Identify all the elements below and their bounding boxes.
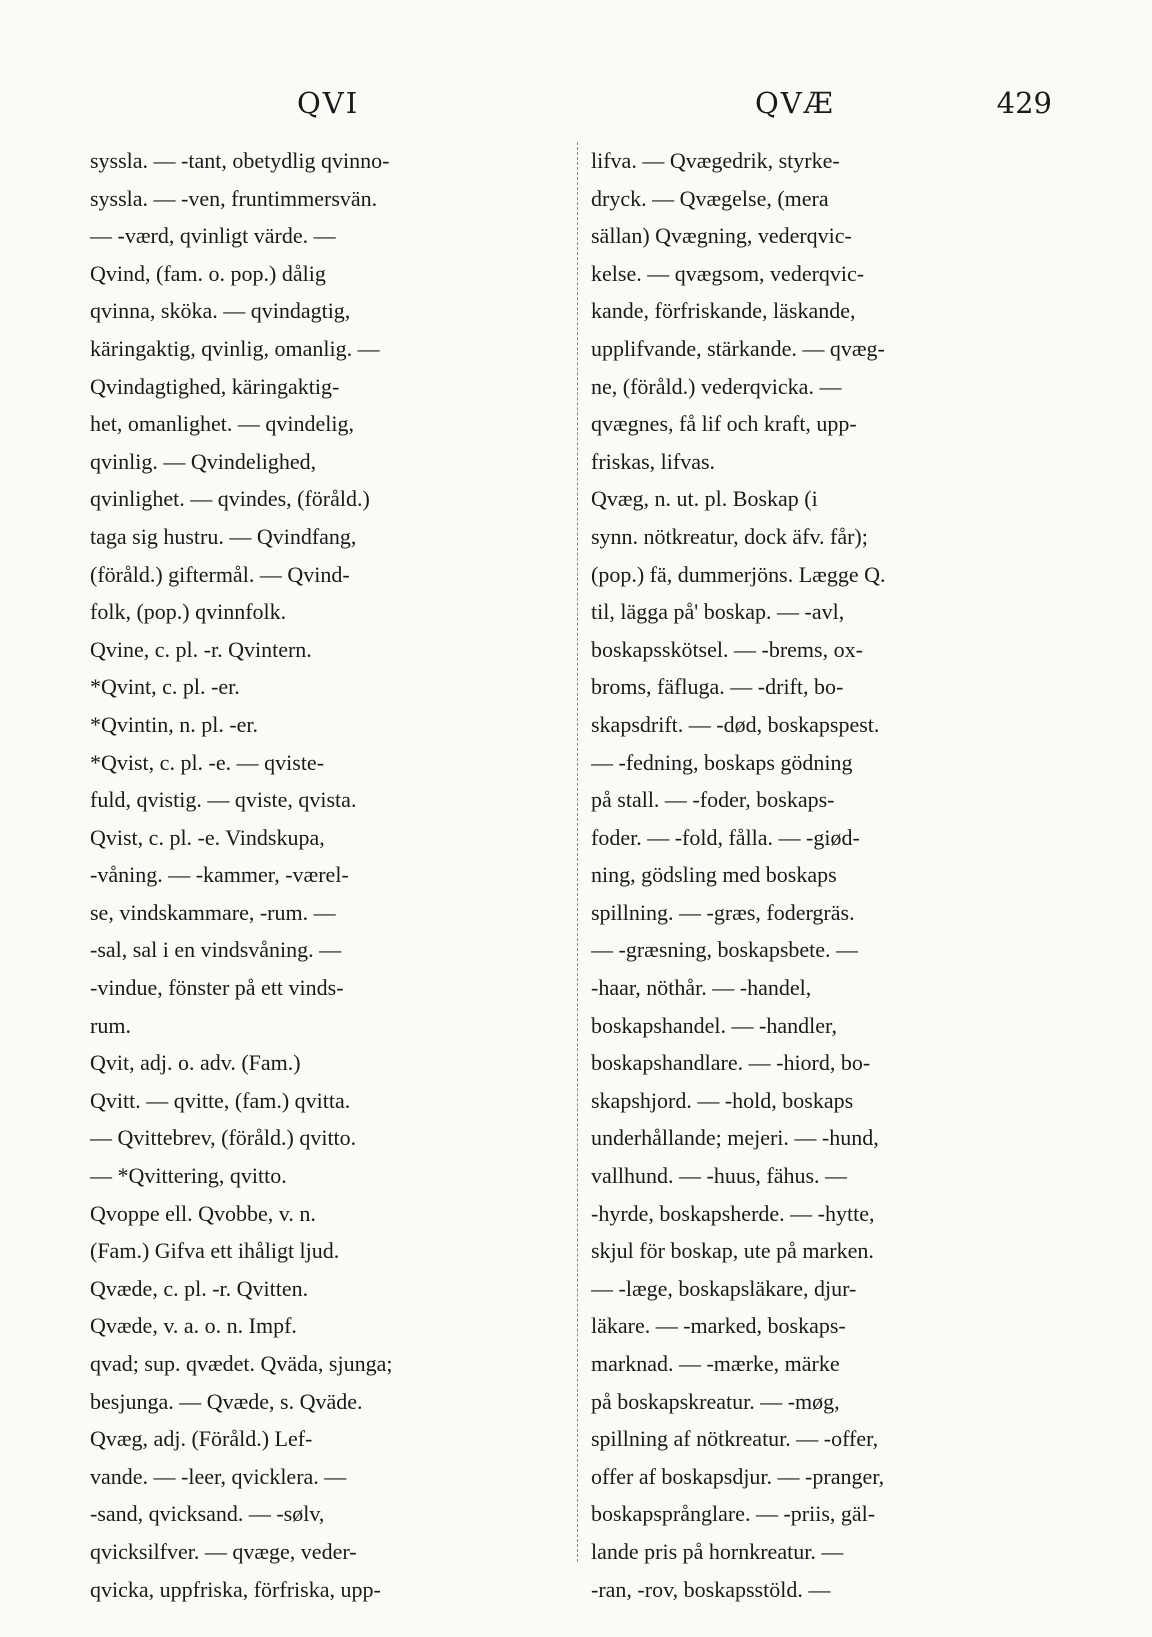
text-line: Qvitt. — qvitte, (fam.) qvitta. [90,1087,351,1113]
text-line: qvad; sup. qvædet. Qväda, sjunga; [90,1351,393,1376]
text-line: — -græsning, boskapsbete. — [591,937,859,963]
page-number: 429 [996,86,1052,120]
text-line: Qvind, (fam. o. pop.) dålig [90,260,326,286]
text-line: (pop.) fä, dummerjöns. Lægge Q. [591,561,886,587]
text-line: vande. — -leer, qvicklera. — [90,1463,347,1489]
left-guide-word: QVI [297,86,360,120]
text-line: skapsdrift. — -død, boskapspest. [591,711,880,737]
text-line: — Qvittebrev, (föråld.) qvitto. [90,1125,357,1151]
text-line: taga sig hustru. — Qvindfang, [90,523,357,549]
text-line: sällan) Qvægning, vederqvic- [591,223,852,249]
text-line: folk, (pop.) qvinnfolk. [90,599,287,625]
column-divider [577,142,578,1562]
text-line: — -læge, boskapsläkare, djur- [591,1275,857,1301]
text-line: *Qvist, c. pl. -e. — qviste- [90,749,325,775]
text-line: kande, förfriskande, läskande, [591,298,856,324]
text-line: se, vindskammare, -rum. — [90,899,336,925]
text-line: Qvoppe ell. Qvobbe, v. n. [90,1200,316,1226]
text-line: lande pris på hornkreatur. — [591,1538,844,1564]
right-guide-word: QVÆ [755,86,835,120]
text-line: *Qvintin, n. pl. -er. [90,711,259,737]
text-line: Qvæg, adj. (Föråld.) Lef- [90,1426,313,1452]
text-line: syssla. — -tant, obetydlig qvinno- [90,148,390,173]
text-line: syssla. — -ven, fruntimmersvän. [90,185,378,211]
text-line: ning, gödsling med boskaps [591,862,837,888]
text-line: het, omanlighet. — qvindelig, [90,411,354,437]
text-line: qvicka, uppfriska, förfriska, upp- [90,1576,381,1602]
text-line: Qvit, adj. o. adv. (Fam.) [90,1050,301,1076]
text-line: *Qvint, c. pl. -er. [90,674,240,700]
text-line: qvinna, sköka. — qvindagtig, [90,298,351,324]
text-line: broms, fäfluga. — -drift, bo- [591,674,844,700]
text-line: Qvist, c. pl. -e. Vindskupa, [90,824,325,850]
right-column [591,142,1061,1608]
text-line: rum. [90,1012,131,1038]
text-line: -sand, qvicksand. — -sølv, [90,1501,325,1527]
text-line: dryck. — Qvægelse, (mera [591,185,829,211]
text-line: Qvæg, n. ut. pl. Boskap (i [591,486,818,512]
text-line: boskapshandlare. — -hiord, bo- [591,1050,871,1076]
text-line: kelse. — qvægsom, vederqvic- [591,260,865,286]
text-line: boskapsprånglare. — -priis, gäl- [591,1501,876,1527]
text-line: — -fedning, boskaps gödning [591,749,853,775]
text-line: Qvindagtighed, käringaktig- [90,373,340,399]
text-line: Qvæde, c. pl. -r. Qvitten. [90,1275,309,1301]
text-line: (Fam.) Gifva ett ihåligt ljud. [90,1238,340,1264]
running-header [92,86,1052,130]
text-line: til, lägga på' boskap. — -avl, [591,599,845,625]
text-line: fuld, qvistig. — qviste, qvista. [90,787,357,813]
text-line: skapshjord. — -hold, boskaps [591,1087,854,1113]
text-line: spillning. — -græs, fodergräs. [591,899,855,925]
text-line: qvinlig. — Qvindelighed, [90,448,317,474]
text-line: spillning af nötkreatur. — -offer, [591,1426,879,1452]
text-line: underhållande; mejeri. — -hund, [591,1125,879,1151]
text-line: — -værd, qvinligt värde. — [90,223,336,249]
text-line: Qvæde, v. a. o. n. Impf. [90,1313,297,1339]
text-line: Qvine, c. pl. -r. Qvintern. [90,636,312,662]
text-line: lifva. — Qvægedrik, styrke- [591,148,840,173]
text-line: foder. — -fold, fålla. — -giød- [591,824,860,850]
text-line: -ran, -rov, boskapsstöld. — [591,1576,831,1602]
text-line: boskapshandel. — -handler, [591,1012,837,1038]
text-line: — *Qvittering, qvitto. [90,1163,287,1189]
text-line: offer af boskapsdjur. — -pranger, [591,1463,885,1489]
text-line: på stall. — -foder, boskaps- [591,787,835,813]
text-line: marknad. — -mærke, märke [591,1351,840,1376]
text-line: upplifvande, stärkande. — qvæg- [591,335,885,361]
text-line: -hyrde, boskapsherde. — -hytte, [591,1200,875,1226]
text-line: läkare. — -marked, boskaps- [591,1313,846,1339]
text-line: skjul för boskap, ute på marken. [591,1238,874,1264]
text-line: friskas, lifvas. [591,448,716,474]
text-line: vallhund. — -huus, fähus. — [591,1163,848,1189]
text-line: (föråld.) giftermål. — Qvind- [90,561,350,587]
text-line: qvinlighet. — qvindes, (föråld.) [90,486,370,512]
text-line: -sal, sal i en vindsvåning. — [90,937,342,963]
text-line: qvicksilfver. — qvæge, veder- [90,1538,357,1564]
text-line: käringaktig, qvinlig, omanlig. — [90,335,380,361]
text-line: -våning. — -kammer, -værel- [90,862,349,888]
left-column [90,142,560,1608]
text-line: -vindue, fönster på ett vinds- [90,975,344,1001]
text-line: ne, (föråld.) vederqvicka. — [591,373,842,399]
text-line: qvægnes, få lif och kraft, upp- [591,411,857,437]
text-line: synn. nötkreatur, dock äfv. får); [591,523,868,549]
text-line: på boskapskreatur. — -møg, [591,1388,840,1414]
text-line: boskapsskötsel. — -brems, ox- [591,636,863,662]
text-line: -haar, nöthår. — -handel, [591,975,812,1001]
text-line: besjunga. — Qvæde, s. Qväde. [90,1388,363,1414]
